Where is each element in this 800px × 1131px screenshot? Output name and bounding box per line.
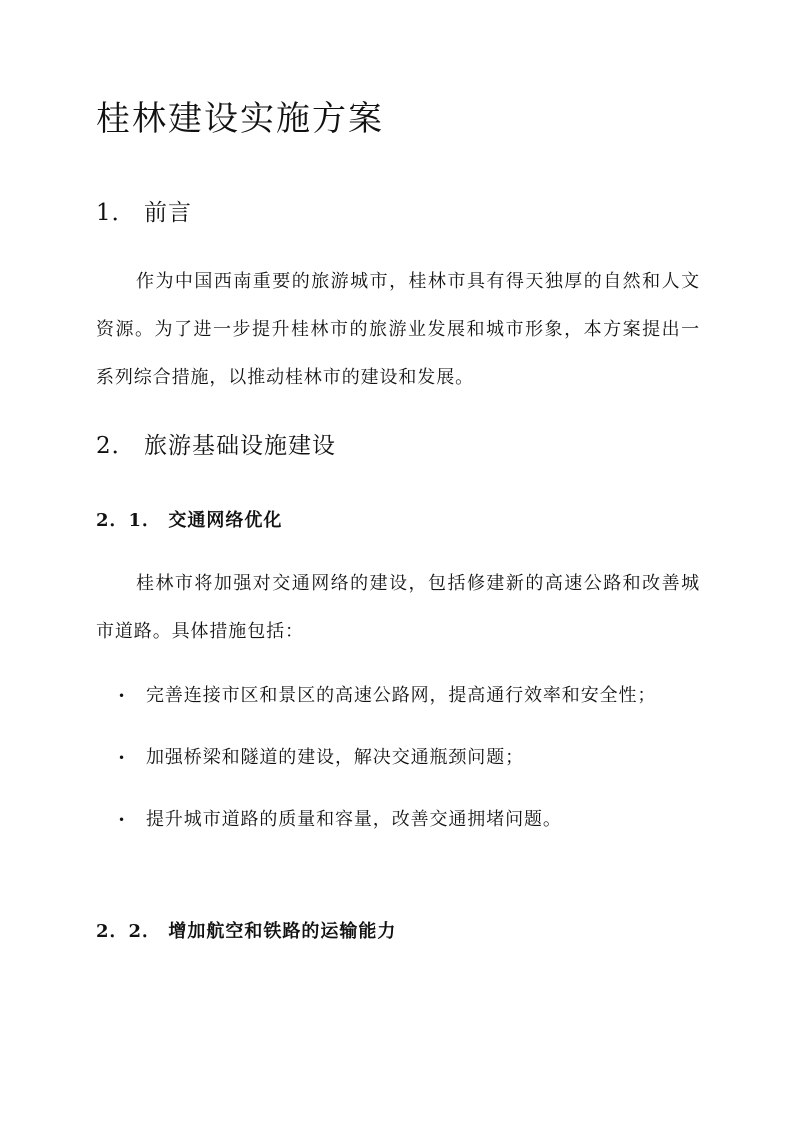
document-title: 桂林建设实施方案 (96, 99, 384, 139)
subsection-heading-aviation-railway: 2．2． 增加航空和铁路的运输能力 (96, 921, 397, 942)
list-item (96, 796, 700, 844)
list-item (96, 672, 700, 720)
traffic-paragraph: 桂林市将加强对交通网络的建设，包括修建新的高速公路和改善城市道路。具体措施包括： (96, 573, 700, 642)
bullet-icon: • (118, 813, 126, 827)
list-item-text: 加强桥梁和隧道的建设，解决交通瓶颈问题； (146, 747, 524, 768)
bullet-icon: • (118, 751, 126, 765)
list-item (96, 734, 700, 782)
list-item-text: 完善连接市区和景区的高速公路网，提高通行效率和安全性； (146, 685, 657, 706)
traffic-measures-list (96, 672, 700, 844)
section-heading-preface: 1． 前言 (96, 200, 192, 226)
list-item-text: 提升城市道路的质量和容量，改善交通拥堵问题。 (146, 809, 562, 830)
section-heading-infrastructure: 2． 旅游基础设施建设 (96, 433, 336, 459)
subsection-heading-traffic: 2．1． 交通网络优化 (96, 510, 283, 531)
bullet-icon: • (118, 689, 126, 703)
preface-paragraph: 作为中国西南重要的旅游城市，桂林市具有得天独厚的自然和人文资源。为了进一步提升桂林市的旅游业发展和城市形象，本方案提出一系列综合措施，以推动桂林市的建设和发展。 (96, 271, 700, 388)
